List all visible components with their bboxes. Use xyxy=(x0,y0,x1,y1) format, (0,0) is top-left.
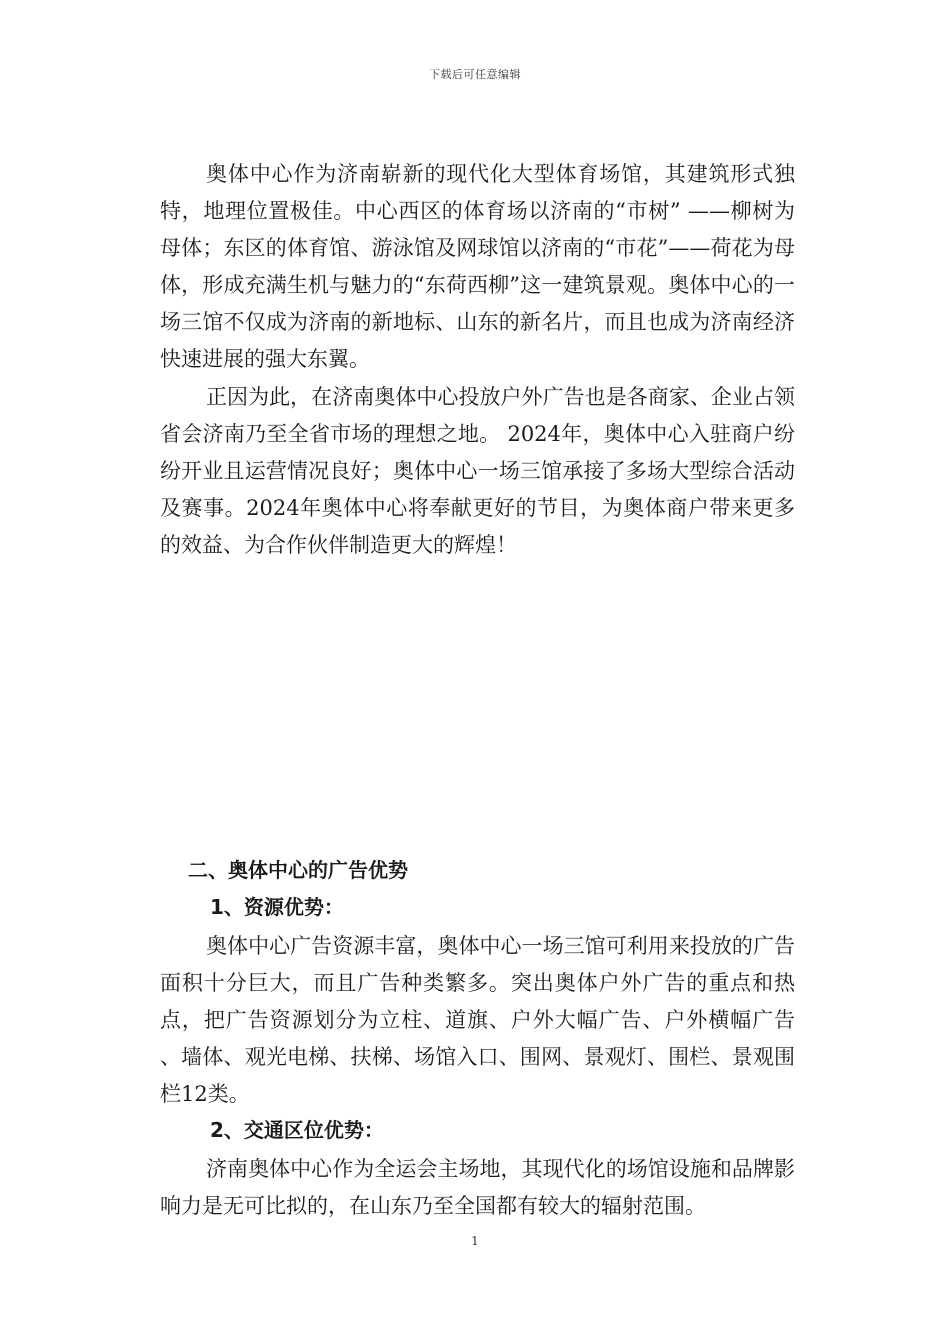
section-heading: 二、奥体中心的广告优势 xyxy=(188,858,408,882)
sub-heading-location: 2、交通区位优势： xyxy=(210,1118,384,1142)
header-note: 下载后可任意编辑 xyxy=(429,68,521,81)
sub-heading-resources: 1、资源优势： xyxy=(210,895,344,919)
body-paragraph: 济南奥体中心作为全运会主场地，其现代化的场馆设施和品牌影响力是无可比拟的，在山东乃至全国都有较大的辐射范围。 xyxy=(160,1157,795,1218)
body-paragraph: 正因为此，在济南奥体中心投放户外广告也是各商家、企业占领省会济南乃至全省市场的理想之地。 2024年，奥体中心入驻商户纷纷开业且运营情况良好；奥体中心一场三馆承接了多场大型综合活动及赛事。2024年奥体中心将奉献更好的节目，为奥体商户带来更多的效益、为合作伙伴制造更大的辉煌！ xyxy=(160,385,795,557)
page-number: 1 xyxy=(471,1234,479,1248)
body-paragraph: 奥体中心广告资源丰富，奥体中心一场三馆可利用来投放的广告面积十分巨大，而且广告种类繁多。突出奥体户外广告的重点和热点，把广告资源划分为立柱、道旗、户外大幅广告、户外横幅广告 、墙体、观光电梯、扶梯、场馆入口、围网、景观灯、围栏、景观围栏12类。 xyxy=(160,934,795,1106)
body-paragraph: 奥体中心作为济南崭新的现代化大型体育场馆，其建筑形式独特，地理位置极佳。中心西区的体育场以济南的“市树” ——柳树为母体；东区的体育馆、游泳馆及网球馆以济南的“市花”——荷花为母体，形成充满生机与魅力的“东荷西柳”这一建筑景观。奥体中心的一场三馆不仅成为济南的新地标、山东的新名片，而且也成为济南经济快速进展的强大东翼。 xyxy=(160,162,795,371)
